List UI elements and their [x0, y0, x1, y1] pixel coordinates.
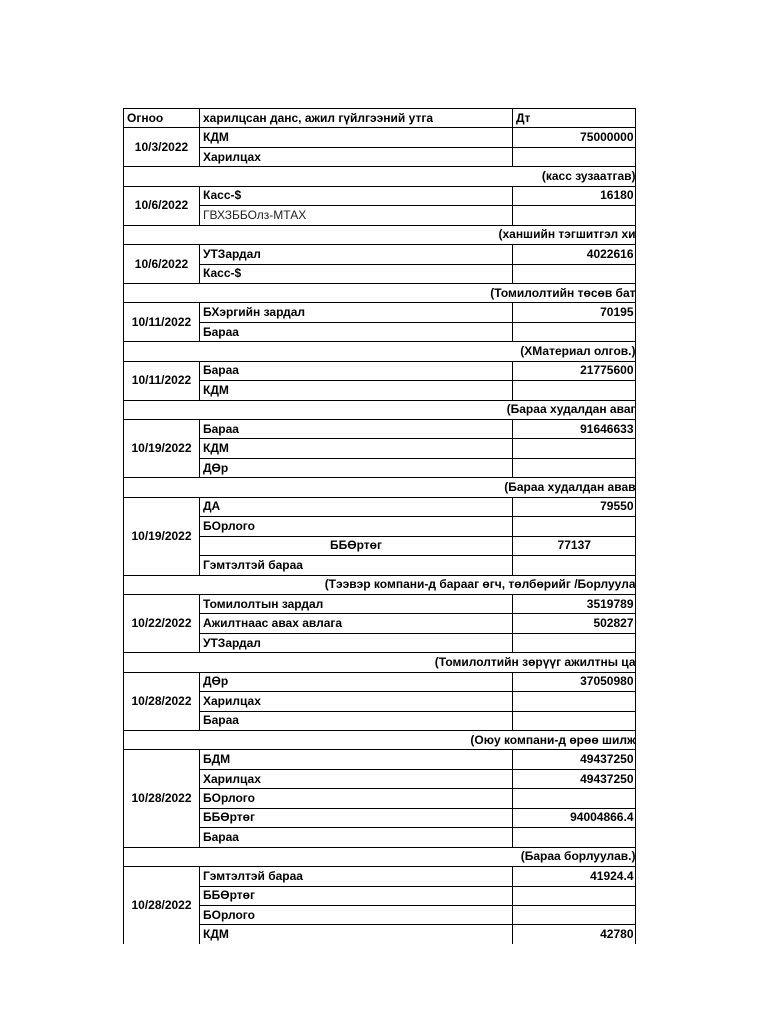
entry-account: КДМ — [200, 381, 513, 400]
entry-note-row — [124, 847, 636, 866]
entry-date: 10/3/2022 — [124, 128, 200, 167]
entry-debit: 37050980 — [513, 672, 636, 691]
entry-debit — [513, 711, 636, 730]
entry-line-row — [124, 672, 636, 691]
entry-account: Касс-$ — [200, 186, 513, 205]
header-row — [124, 109, 636, 128]
entry-debit — [513, 692, 636, 711]
entry-account: УТЗардал — [200, 245, 513, 264]
entry-note-row — [124, 283, 636, 302]
entry-account: ГВХЗББОлз-МТАХ — [200, 206, 513, 225]
note-empty-cell — [124, 847, 200, 866]
entry-note: (Томилолтийн зөрүүг ажилтны ца — [200, 653, 636, 672]
entry-account: ББӨртөг — [200, 536, 513, 555]
entry-account: Томилолтын зардал — [200, 594, 513, 613]
entry-debit: 94004866.4 — [513, 808, 636, 827]
entry-debit: 91646633 — [513, 420, 636, 439]
entry-account: КДМ — [200, 128, 513, 147]
entry-note: (Тээвэр компани-д барааг өгч, төлбөрийг /Борлуула — [200, 575, 636, 594]
entry-line-row — [124, 264, 636, 283]
entry-debit — [513, 517, 636, 536]
entry-debit: 21775600 — [513, 361, 636, 380]
entry-line-row — [124, 711, 636, 730]
entry-debit: 42780 — [513, 925, 636, 944]
journal-table — [123, 108, 635, 944]
entry-line-row — [124, 633, 636, 652]
entry-line-row — [124, 497, 636, 516]
entry-debit: 16180 — [513, 186, 636, 205]
entry-line-row — [124, 420, 636, 439]
entry-account: БХэргийн зардал — [200, 303, 513, 322]
entry-line-row — [124, 536, 636, 555]
entry-note: (Томилолтийн төсөв бат — [200, 283, 636, 302]
header-debit: Дт — [513, 109, 636, 128]
entry-note: (ханшийн тэгшитгэл хи — [200, 225, 636, 244]
note-empty-cell — [124, 342, 200, 361]
note-empty-cell — [124, 283, 200, 302]
entry-account: Бараа — [200, 322, 513, 341]
entry-line-row — [124, 750, 636, 769]
entry-debit — [513, 905, 636, 924]
entry-note: (Бараа худалдан аваг — [200, 400, 636, 419]
entry-line-row — [124, 186, 636, 205]
entry-account: Бараа — [200, 828, 513, 847]
entry-line-row — [124, 905, 636, 924]
entry-debit — [513, 789, 636, 808]
entry-account: Бараа — [200, 420, 513, 439]
entry-line-row — [124, 381, 636, 400]
entry-debit: 77137 — [513, 536, 636, 555]
entry-debit: 502827 — [513, 614, 636, 633]
entry-date: 10/28/2022 — [124, 867, 200, 944]
entry-note-row — [124, 731, 636, 750]
entry-date: 10/19/2022 — [124, 420, 200, 478]
entry-debit: 75000000 — [513, 128, 636, 147]
entry-debit: 3519789 — [513, 594, 636, 613]
entry-line-row — [124, 769, 636, 788]
entry-account: Бараа — [200, 361, 513, 380]
entry-note-row — [124, 167, 636, 186]
entry-line-row — [124, 517, 636, 536]
entry-debit: 49437250 — [513, 769, 636, 788]
entry-line-row — [124, 828, 636, 847]
entry-account: ДА — [200, 497, 513, 516]
entry-date: 10/19/2022 — [124, 497, 200, 575]
entry-debit — [513, 633, 636, 652]
entry-note: (Бараа борлуулав.) — [200, 847, 636, 866]
entry-line-row — [124, 594, 636, 613]
entry-note: (Оюу компани-д өрөө шилж — [200, 731, 636, 750]
entry-debit — [513, 556, 636, 575]
entry-account: Харилцах — [200, 769, 513, 788]
entry-line-row — [124, 458, 636, 477]
entry-line-row — [124, 925, 636, 944]
entry-debit — [513, 439, 636, 458]
entry-account: Ажилтнаас авах авлага — [200, 614, 513, 633]
entry-line-row — [124, 439, 636, 458]
entry-date: 10/22/2022 — [124, 594, 200, 652]
note-empty-cell — [124, 575, 200, 594]
note-empty-cell — [124, 400, 200, 419]
entry-account: Гэмтэлтэй бараа — [200, 867, 513, 886]
entry-account: Гэмтэлтэй бараа — [200, 556, 513, 575]
entry-line-row — [124, 206, 636, 225]
entry-line-row — [124, 245, 636, 264]
header-date: Огноо — [124, 109, 200, 128]
entry-note-row — [124, 400, 636, 419]
entry-note-row — [124, 478, 636, 497]
entry-debit: 79550 — [513, 497, 636, 516]
entry-debit — [513, 886, 636, 905]
entry-account: УТЗардал — [200, 633, 513, 652]
entry-debit — [513, 322, 636, 341]
entry-account: ББӨртөг — [200, 886, 513, 905]
journal-ledger — [123, 108, 635, 944]
entry-account: БОрлого — [200, 789, 513, 808]
entry-debit: 49437250 — [513, 750, 636, 769]
entry-line-row — [124, 789, 636, 808]
entry-date: 10/28/2022 — [124, 672, 200, 730]
entry-line-row — [124, 867, 636, 886]
entry-line-row — [124, 147, 636, 166]
entry-account: Касс-$ — [200, 264, 513, 283]
entry-line-row — [124, 886, 636, 905]
entry-account: Харилцах — [200, 692, 513, 711]
entry-account: БОрлого — [200, 517, 513, 536]
entry-debit: 4022616 — [513, 245, 636, 264]
entry-date: 10/6/2022 — [124, 245, 200, 284]
entry-line-row — [124, 303, 636, 322]
entry-note: (Бараа худалдан авав — [200, 478, 636, 497]
note-empty-cell — [124, 478, 200, 497]
entry-account: Харилцах — [200, 147, 513, 166]
entry-line-row — [124, 361, 636, 380]
entry-account: БОрлого — [200, 905, 513, 924]
entry-date: 10/6/2022 — [124, 186, 200, 225]
entry-note-row — [124, 653, 636, 672]
entry-line-row — [124, 128, 636, 147]
note-empty-cell — [124, 653, 200, 672]
note-empty-cell — [124, 167, 200, 186]
entry-date: 10/11/2022 — [124, 303, 200, 342]
entry-note-row — [124, 575, 636, 594]
entry-line-row — [124, 322, 636, 341]
entry-account: КДМ — [200, 925, 513, 944]
entry-date: 10/28/2022 — [124, 750, 200, 847]
entry-debit — [513, 264, 636, 283]
entry-debit: 70195 — [513, 303, 636, 322]
entry-account: ДӨр — [200, 458, 513, 477]
entry-account: ББӨртөг — [200, 808, 513, 827]
entry-debit — [513, 828, 636, 847]
entry-debit — [513, 147, 636, 166]
entry-account: КДМ — [200, 439, 513, 458]
entry-line-row — [124, 614, 636, 633]
entry-line-row — [124, 692, 636, 711]
entry-line-row — [124, 808, 636, 827]
note-empty-cell — [124, 731, 200, 750]
entry-date: 10/11/2022 — [124, 361, 200, 400]
entry-note-row — [124, 342, 636, 361]
entry-account: БДМ — [200, 750, 513, 769]
entry-note: (ХМатериал олгов.) — [200, 342, 636, 361]
entry-note: (касс зузаатгав) — [200, 167, 636, 186]
entry-account: Бараа — [200, 711, 513, 730]
entry-debit — [513, 206, 636, 225]
entry-account: ДӨр — [200, 672, 513, 691]
note-empty-cell — [124, 225, 200, 244]
entry-line-row — [124, 556, 636, 575]
entry-note-row — [124, 225, 636, 244]
entry-debit — [513, 458, 636, 477]
entry-debit — [513, 381, 636, 400]
header-account: харилцсан данс, ажил гүйлгээний утга — [200, 109, 513, 128]
table-right-border — [635, 108, 636, 944]
entry-debit: 41924.4 — [513, 867, 636, 886]
